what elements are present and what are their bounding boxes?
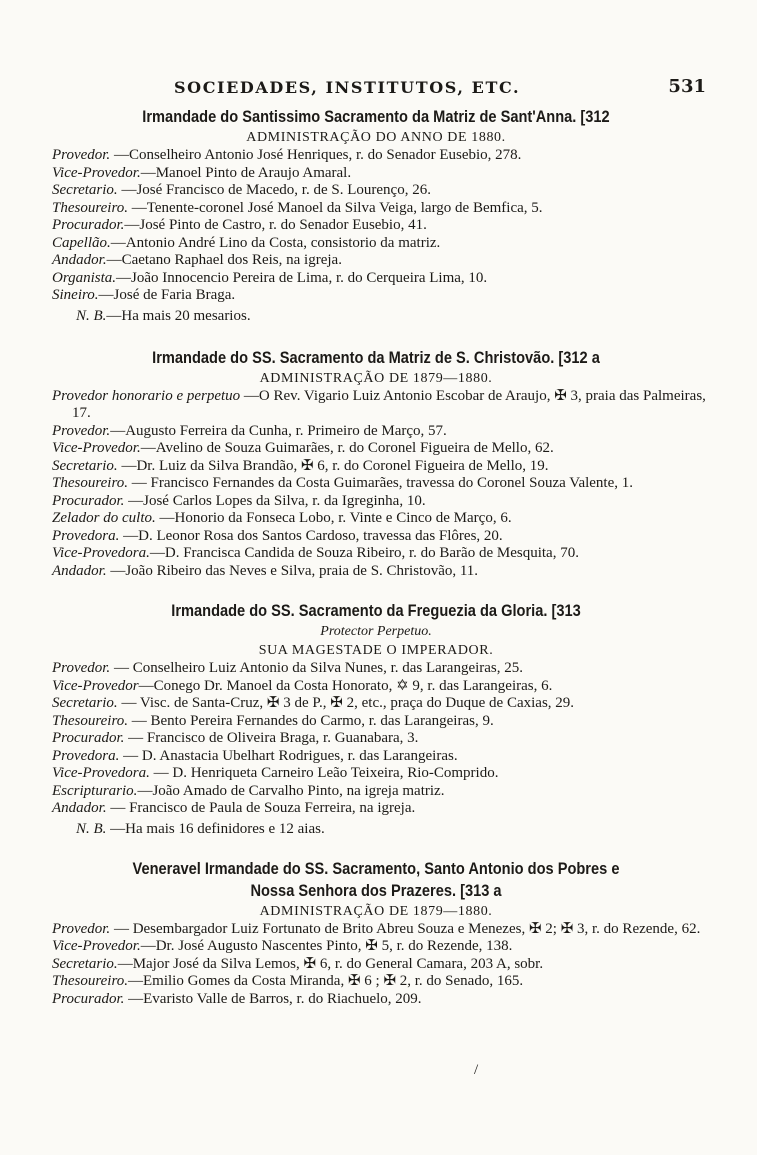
entry-text: —Conselheiro Antonio José Henriques, r. do Senador Eusebio, 278. [110, 147, 522, 163]
entry [52, 235, 706, 253]
entry-text: — D. Henriqueta Carneiro Leão Teixeira, Rio-Comprido. [149, 765, 499, 781]
note-text: —Ha mais 16 definidores e 12 aias. [106, 820, 325, 837]
entry-text: —João Ribeiro das Neves e Silva, praia de S. Christovão, 11. [106, 562, 479, 579]
entry-role: Thesoureiro. [52, 475, 128, 491]
entry-text: —José Carlos Lopes da Silva, r. da Igreginha, 10. [124, 492, 426, 509]
entry-role: Thesoureiro. [52, 973, 128, 989]
entry-role: Thesoureiro. [52, 712, 128, 729]
entry-role: Vice-Provedor. [52, 938, 141, 954]
entry-text: —Dr. José Augusto Nascentes Pinto, ✠ 5, r. do Rezende, 138. [140, 938, 513, 954]
entry-text: —Conego Dr. Manoel da Costa Honorato, ✡ 9, r. das Larangeiras, 6. [138, 677, 553, 694]
entry [52, 713, 706, 731]
entry-text: —José Francisco de Macedo, r. de S. Lourenço, 26. [117, 182, 431, 198]
entry [52, 252, 706, 270]
entry-role: Capellão. [52, 234, 111, 251]
entry-role: Sineiro. [52, 287, 99, 303]
entry-role: Procurador. [52, 990, 125, 1007]
entry-text: — Visc. de Santa-Cruz, ✠ 3 de P., ✠ 2, etc., praça do Duque de Caxias, 29. [117, 695, 575, 711]
entry-role: Vice-Provedor [52, 677, 139, 694]
entry-text: — D. Anastacia Ubelhart Rodrigues, r. das Larangeiras. [119, 747, 458, 764]
entry [52, 921, 706, 939]
entry-text: — Bento Pereira Fernandes do Carmo, r. das Larangeiras, 9. [127, 712, 494, 729]
section-title: Irmandade do SS. Sacramento da Freguezia da Gloria. [313 [171, 601, 581, 620]
entry-text: —João Innocencio Pereira de Lima, r. do Cerqueira Lima, 10. [116, 269, 488, 286]
entry-text: —D. Leonor Rosa dos Santos Cardoso, travessa das Flôres, 20. [119, 527, 503, 544]
entry-text: —Dr. Luiz da Silva Brandão, ✠ 6, r. do Coronel Figueira de Mello, 19. [117, 457, 549, 474]
entry [52, 991, 706, 1009]
running-title: SOCIEDADES, INSTITUTOS, ETC. [174, 78, 521, 97]
entry [52, 147, 706, 165]
entry-role: Andador. [52, 562, 107, 579]
entry [52, 956, 706, 974]
section-subtitle-italic: Protector Perpetuo. [320, 624, 432, 639]
entry-text: —O Rev. Vigario Luiz Antonio Escobar de Araujo, ✠ 3, praia das Palmeiras, 17. [72, 387, 706, 421]
entry-role: Vice-Provedor. [52, 440, 141, 456]
entry-text: —Antonio André Lino da Costa, consistorio da matriz. [110, 234, 441, 251]
entry-text: —Honorio da Fonseca Lobo, r. Vinte e Cinco de Março, 6. [155, 510, 512, 526]
entry [52, 458, 706, 476]
entry-text: —Tenente-coronel José Manoel da Silva Veiga, largo de Bemfica, 5. [127, 199, 543, 216]
entry [52, 800, 706, 818]
entry [52, 510, 706, 528]
entry-role: Procurador. [52, 730, 125, 746]
section-gloria [46, 600, 706, 838]
section-santanna [46, 106, 706, 325]
section-title: Irmandade do SS. Sacramento da Matriz de S. Christovão. [312 a [152, 347, 600, 367]
section-subtitle [46, 902, 706, 921]
page [46, 70, 706, 1008]
note-text: —Ha mais 20 mesarios. [106, 307, 251, 324]
entry-role: Provedora. [52, 747, 120, 764]
entry-role: Secretario. [52, 695, 118, 711]
entry [52, 678, 706, 696]
entry-role: Provedor. [52, 920, 111, 937]
entry [52, 730, 706, 748]
entry [52, 563, 706, 581]
entry [52, 270, 706, 288]
entry [52, 660, 706, 678]
entry-text: — Francisco de Oliveira Braga, r. Guanabara, 3. [124, 730, 419, 746]
entry [52, 938, 706, 956]
note [76, 820, 706, 838]
entry-role: Zelador do culto. [52, 510, 156, 526]
entry-role: Andador. [52, 252, 107, 268]
entry-role: Secretario. [52, 182, 118, 198]
entry-text: —Avelino de Souza Guimarães, r. do Coronel Figueira de Mello, 62. [140, 440, 554, 456]
entry-role: Thesoureiro. [52, 199, 128, 216]
entry [52, 165, 706, 183]
entry-role: Provedor honorario e perpetuo [52, 387, 241, 404]
entry-text: — Desembargador Luiz Fortunato de Brito Abreu Souza e Menezes, ✠ 2; ✠ 3, r. do Rezende, 62. [110, 920, 701, 937]
entry-text: —Manoel Pinto de Araujo Amaral. [140, 164, 352, 181]
entry-role: Provedor. [52, 422, 111, 439]
note-label: N. B. [76, 820, 107, 837]
entry-role: Secretario. [52, 955, 118, 972]
entry [52, 528, 706, 546]
entry [52, 182, 706, 200]
page-number: 531 [668, 76, 706, 97]
entry-role: Escripturario. [52, 782, 138, 799]
entry [52, 287, 706, 305]
entry-text: —D. Francisca Candida de Souza Ribeiro, r. do Barão de Mesquita, 70. [149, 545, 579, 561]
entry [52, 748, 706, 766]
entry-role: Procurador. [52, 492, 125, 509]
entry-text: —Emilio Gomes da Costa Miranda, ✠ 6 ; ✠ 2, r. do Senado, 165. [127, 973, 524, 989]
entry [52, 765, 706, 783]
entry-text: —Caetano Raphael dos Reis, na igreja. [106, 252, 342, 268]
entry-text: —Evaristo Valle de Barros, r. do Riachuelo, 209. [124, 990, 422, 1007]
section-subtitle [46, 369, 706, 388]
entry [52, 783, 706, 801]
section-sao-christovao [46, 347, 706, 581]
entry [52, 200, 706, 218]
subtitle-text: ADMINISTRAÇÃO DE 1879—1880. [259, 370, 493, 386]
entry [52, 545, 706, 563]
section-santo-antonio [46, 858, 706, 1009]
footer-mark: / [474, 1062, 479, 1078]
entry [52, 475, 706, 493]
entry-role: Vice-Provedora. [52, 765, 150, 781]
entry-role: Andador. [52, 800, 107, 816]
entry-role: Organista. [52, 269, 117, 286]
entry-role: Secretario. [52, 457, 118, 474]
entry-text: —José Pinto de Castro, r. do Senador Eusebio, 41. [124, 217, 427, 233]
entry-text: —Augusto Ferreira da Cunha, r. Primeiro de Março, 57. [110, 422, 447, 439]
section-title: Veneravel Irmandade do SS. Sacramento, Santo Antonio dos Pobres e Nossa Senhora dos Prazeres. [313 a [132, 858, 620, 900]
entry [52, 423, 706, 441]
section-subtitle: SUA MAGESTADE O IMPERADOR. [258, 643, 494, 658]
entry [52, 217, 706, 235]
entry-role: Procurador. [52, 217, 125, 233]
subtitle-text: ADMINISTRAÇÃO DE 1879—1880. [259, 903, 493, 919]
entry-role: Provedor. [52, 147, 111, 163]
section-subtitle [46, 128, 706, 147]
note [76, 307, 706, 325]
subtitle-text: ADMINISTRAÇÃO DO ANNO DE 1880. [246, 130, 506, 145]
entry-role: Provedor. [52, 660, 111, 676]
entry-text: — Francisco Fernandes da Costa Guimarães, travessa do Coronel Souza Valente, 1. [127, 475, 633, 491]
entry-text: —Major José da Silva Lemos, ✠ 6, r. do General Camara, 203 A, sobr. [117, 955, 544, 972]
entry [52, 973, 706, 991]
entry [52, 695, 706, 713]
section-title: Irmandade do Santissimo Sacramento da Matriz de Sant'Anna. [312 [142, 107, 610, 126]
entry-text: —José de Faria Braga. [98, 287, 236, 303]
entry [52, 440, 706, 458]
entry [52, 388, 706, 423]
entry-text: —João Amado de Carvalho Pinto, na igreja matriz. [137, 782, 445, 799]
entry-text: — Conselheiro Luiz Antonio da Silva Nunes, r. das Larangeiras, 25. [110, 660, 524, 676]
note-label: N. B. [76, 307, 107, 324]
entry [52, 493, 706, 511]
entry-text: — Francisco de Paula de Souza Ferreira, na igreja. [106, 800, 416, 816]
entry-role: Provedora. [52, 527, 120, 544]
running-head [46, 70, 706, 100]
entry-role: Vice-Provedor. [52, 164, 141, 181]
entry-role: Vice-Provedora. [52, 545, 150, 561]
